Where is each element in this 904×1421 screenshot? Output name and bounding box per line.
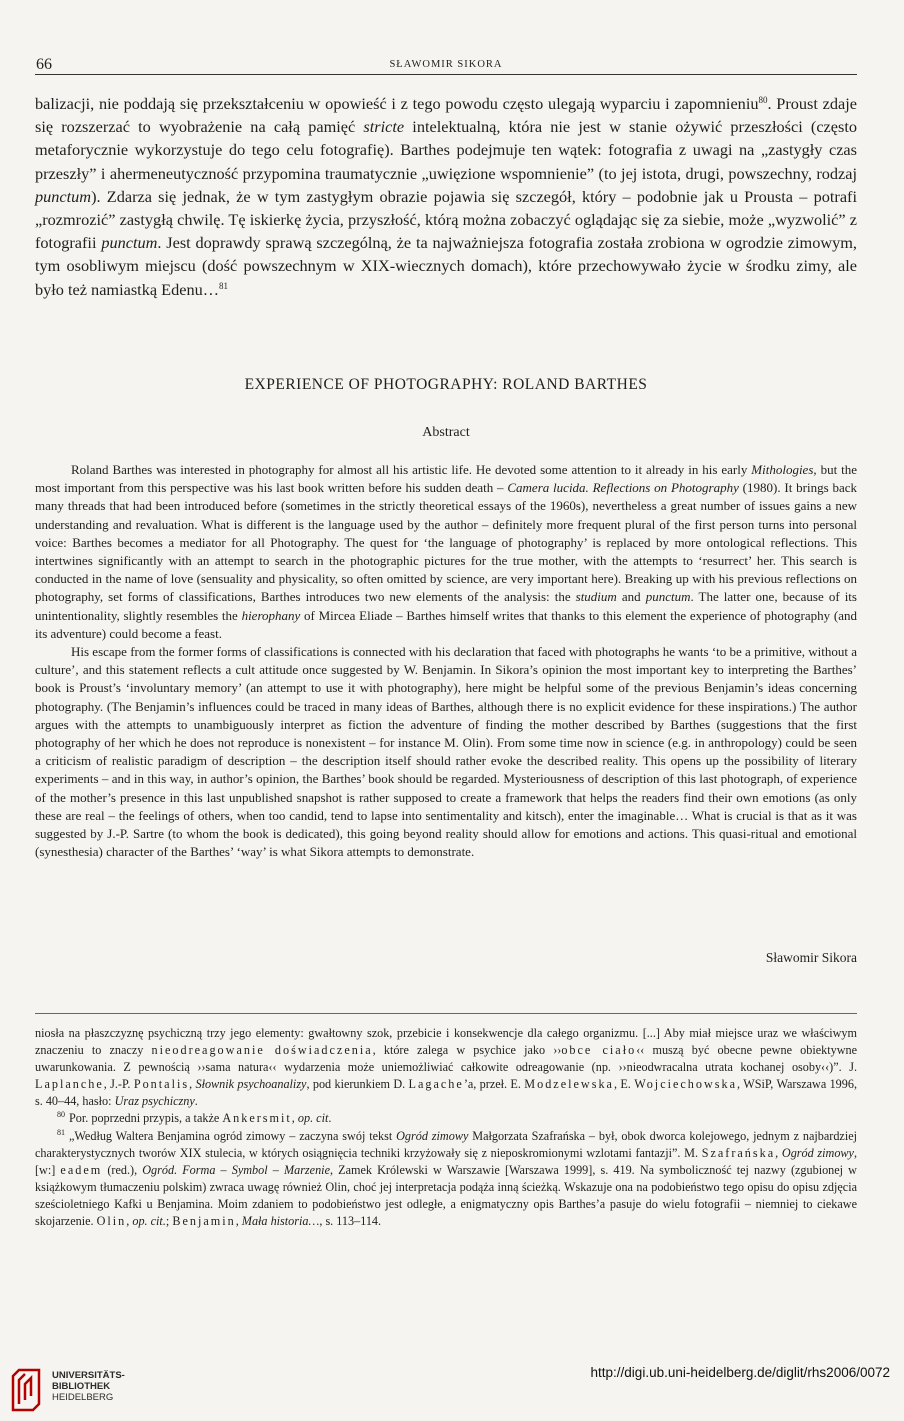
- footnote-number: 81: [57, 1127, 65, 1137]
- main-text: [35, 92, 857, 301]
- abstract: [35, 461, 857, 861]
- abstract-paragraph-2: His escape from the former forms of classifications is connected with his declaration that faced with photographs he wants ‘to be a primitive, without a culture’, and this statement reflects a cult attitude once suggested by W. Benjamin. In Sikora’s opinion the most important key to interpreting the Barthes’ book is Proust’s ‘involuntary memory’ (an attempt to use it with photography), here might be helpful some of the previous Benjamin’s ideas concerning photography. (The Benjamin’s influences could be traced in many ideas of Barthes, although there is no explicit evidence for these inspirations.) The author argues with the attempts to unambiguously interpret as fiction the adventure of finding the mother described by Barthes (suggestions that the first photography of her which he does not reproduce is nonexistent – for instance M. Olin). From some time now in science (e.g. in anthropology) could be seen a criticism of realistic paradigm of description – the description itself should rather evoke the described reality. This opens up the possibility of literary experiments – and in this way, in author’s opinion, the Barthes’ book should be regarded. Mysteriousness of description of this last photograph, of experience of the mother’s presence in this last unpublished snapshot is rather supposed to create a framework that helps the readers find their own emotions (as only these are real – the feelings of others, when too candid, tend to lapse into sentimentality and kitsch), enter the imaginable… What is crucial is that as it was suggested by J.-P. Sartre (to whom the book is dedicated), this going beyond reality should allow for emotions and actions. This quasi-ritual and emotional (synesthesia) character of the Barthes’ ‘way’ is what Sikora attempts to demonstrate.: [35, 644, 857, 860]
- library-logo-text: UNIVERSITÄTS- BIBLIOTHEK HEIDELBERG: [52, 1370, 125, 1403]
- page-number: 66: [36, 56, 52, 73]
- footnote-ref-81[interactable]: 81: [219, 280, 229, 291]
- section-title: EXPERIENCE OF PHOTOGRAPHY: ROLAND BARTHES: [244, 376, 648, 393]
- author-signature: Sławomir Sikora: [765, 950, 857, 965]
- footnote-ref-80[interactable]: 80: [758, 95, 768, 105]
- running-head: SŁAWOMIR SIKORA: [389, 59, 503, 70]
- footnote-81: $^{81}$ „Według Waltera Benjamina ogród zimowy – zaczyna swój tekst Ogród zimowy Małgorzata Szafrańska – był, obok dworca kolejowego, jednym z najbardziej charakterystycznych tworów XIX stulecia, w których osiągnięcia techniki krzyżowały się z nieposkromionymi wzlotami fantazji”. M. Szafrańska, Ogród zimowy, [w:] eadem (red.), Ogród. Forma – Symbol – Marzenie, Zamek Królewski w Warszawie [Warszawa 1999], s. 419. Na symboliczność tej nazwy (zgubionej w książkowym tłumaczeniu polskim) zwraca uwagę również Olin, choć jej interpretacja podąża inną ścieżką. Wskazuje ona na podobieństwo tego opisu do opisu zdjęcia sześcioletniego Kafki u Benjamina. Moim zdaniem to podobieństwo jest odległe, a enigmatyczny opis Barthes’a pasuje do wielu fotografii – niemniej to ciekawe skojarzenie. Olin, op. cit.; Benjamin, Mała historia…, s. 113–114.: [35, 1127, 858, 1229]
- abstract-label: Abstract: [422, 425, 470, 440]
- source-url-link[interactable]: http://digi.ub.uni-heidelberg.de/diglit/rhs2006/0072: [590, 1365, 890, 1380]
- footnote-80: $^{80}$ Por. poprzedni przypis, a także Ankersmit, op. cit.: [57, 1110, 332, 1126]
- footnotes: [35, 1025, 857, 1230]
- body-paragraph: balizacji, nie poddają się przekształceniu w opowieść i z tego powodu często ulegają wyparciu i zapomnieniu$^{80}$. Proust zdaje się rozszerzać to wyobrażenie na całą pamięć stricte intelektualną, która nie jest w stanie ożywić przeszłości (często metaforycznie wykorzystuje do tego celu fotografię). Barthes podejmuje ten wątek: fotografia z uwagi na „zastygły czas przeszły” i ahermeneutyczność przypomina traumatycznie „uwięzione wspomnienie” (to jej istota, drugi, powszechny, rodzaj punctum). Zdarza się jednak, że w tym zastygłym obrazie pojawia się szczegół, który – podobnie jak u Prousta – potrafi „rozmrozić” zastygłą chwilę. Tę iskierkę życia, przyszłość, którą można zobaczyć oglądając się za siebie, może „wyzwolić” z fotografii punctum. Jest doprawdy sprawą szczególną, że ta najważniejsza fotografia została zrobiona w ogrodzie zimowym, tym osobliwym miejscu (dość powszechnym w XIX-wiecznych domach), które przechowywało życie w środku zimy, ale było też namiastką Edenu…$^{81}$: [35, 94, 858, 299]
- page-header: [35, 52, 857, 75]
- library-logo-icon: [9, 1366, 47, 1412]
- footnote-number: 80: [57, 1110, 65, 1120]
- footnote-continued: niosła na płaszczyznę psychiczną trzy jego elementy: gwałtowny szok, przebicie i konsekwencje dla całego organizmu. [...] Aby miał miejsce uraz we właściwym znaczeniu to znaczy nieodreagowanie doświadczenia, które zalega w psychice jako ››obce ciało‹‹ muszą być obecne pewne obiektywne uwarunkowania. Z pewnością ››sama natura‹‹ wydarzenia może uniemożliwiać całkowite odreagowanie (np. ››nieodwracalna utrata kochanej osoby‹‹)”. J. Laplanche, J.-P. Pontalis, Słownik psychoanalizy, pod kierunkiem D. Lagache’a, przeł. E. Modzelewska, E. Wojciechowska, WSiP, Warszawa 1996, s. 40–44, hasło: Uraz psychiczny.: [35, 1026, 858, 1109]
- abstract-paragraph-1: Roland Barthes was interested in photography for almost all his artistic life. He devoted some attention to it already in his early Mithologies, but the most important from this perspective was his last book written before his sudden death – Camera lucida. Reflections on Photography (1980). It brings back many threads that had been introduced before (sometimes in the strictly theoretical essays of the 1960s), nevertheless a great number of issues gains a new understanding and revaluation. What is different is the language used by the author – definitely more frequent plural of the first person turns into personal voice: Barthes becomes a mediator for all Photography. The quest for ‘the language of photography’ is replaced by more ontological reflections. This intertwines significantly with an attempt to search in the photographic pictures for the true mother, with the attempts to ‘resurrect’ her. This search is conducted in the name of love (sensuality and physicality, so often omitted by science, are very important here). Breaking up with his previous reflections on photography, set forms of classifications, Barthes introduces two new elements of the analysis: the studium and punctum. The latter one, because of its unintentionality, slightly resembles the hierophany of Mircea Eliade – Barthes himself writes that thanks to this element the experience of photography (and its adventure) could become a feast.: [35, 462, 858, 641]
- footnote-divider: [35, 1013, 857, 1014]
- library-logo[interactable]: [9, 1364, 124, 1416]
